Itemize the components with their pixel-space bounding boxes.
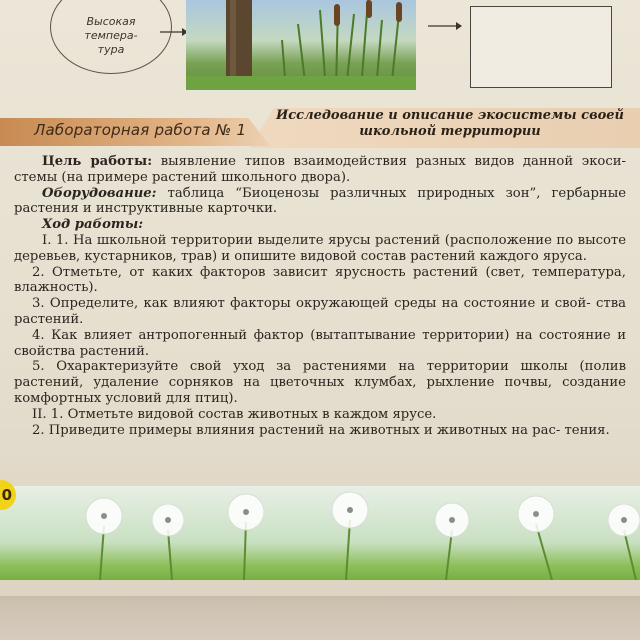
step-item: 2. Приведите примеры влияния растений на животных и животных на рас- тения.: [32, 422, 610, 438]
goal-paragraph: [14, 154, 626, 186]
equipment-paragraph: [14, 186, 626, 218]
equipment-text: таблица “Биоценозы различных природных зон”, гербарные растения и инструктивные карточки.: [14, 185, 626, 217]
lab-topic: Исследование и описание экосистемы своей школьной территории: [275, 108, 625, 139]
step-item: II. 1. Отметьте видовой состав животных в каждом ярусе.: [32, 406, 437, 422]
lab-title: Лабораторная работа № 1: [34, 121, 247, 139]
procedure-label: Ход работы:: [42, 217, 144, 233]
arrow-right-icon: [160, 26, 188, 38]
step-item: 2. Отметьте, от каких факторов зависит ярусность растений (свет, температура, влажность).: [14, 264, 626, 296]
equipment-label: Оборудование:: [42, 185, 157, 201]
reed-photo: [186, 0, 416, 90]
step-item: 5. Охарактеризуйте свой уход за растениями на территории школы (полив растений, удаление сорняков на цветочных клумбах, рыхление почвы, создание комфортных условий для птиц).: [14, 359, 626, 406]
goal-label: Цель работы:: [42, 154, 153, 169]
dandelion-decoration: [0, 486, 640, 580]
arrow-right-icon: [428, 20, 462, 32]
dandelions-illustration: [0, 486, 640, 580]
oval-label: Высокая темпера- тура: [84, 15, 138, 56]
page-number: 0: [0, 480, 16, 510]
high-temperature-oval: [50, 0, 172, 74]
page-edge: [0, 596, 640, 640]
procedure-heading: [14, 217, 626, 233]
step-item: 3. Определите, как влияют факторы окружающей среды на состояние и свой- ства растений.: [14, 296, 626, 327]
goal-text: выявление типов взаимодействия разных видов данной экоси- стемы (на примере растений школьного двора).: [14, 154, 627, 185]
lab-instructions: [14, 154, 626, 438]
step-item: 4. Как влияет антропогенный фактор (вытаптывание территории) на состояние и свойства растений.: [14, 327, 626, 359]
empty-answer-box: [470, 6, 612, 88]
tree-and-reeds-illustration: [186, 0, 416, 90]
step-item: I. 1. На школьной территории выделите ярусы растений (расположение по высоте деревьев, кустарников, трав) и опишите видовой состав растений каждого яруса.: [14, 232, 626, 264]
